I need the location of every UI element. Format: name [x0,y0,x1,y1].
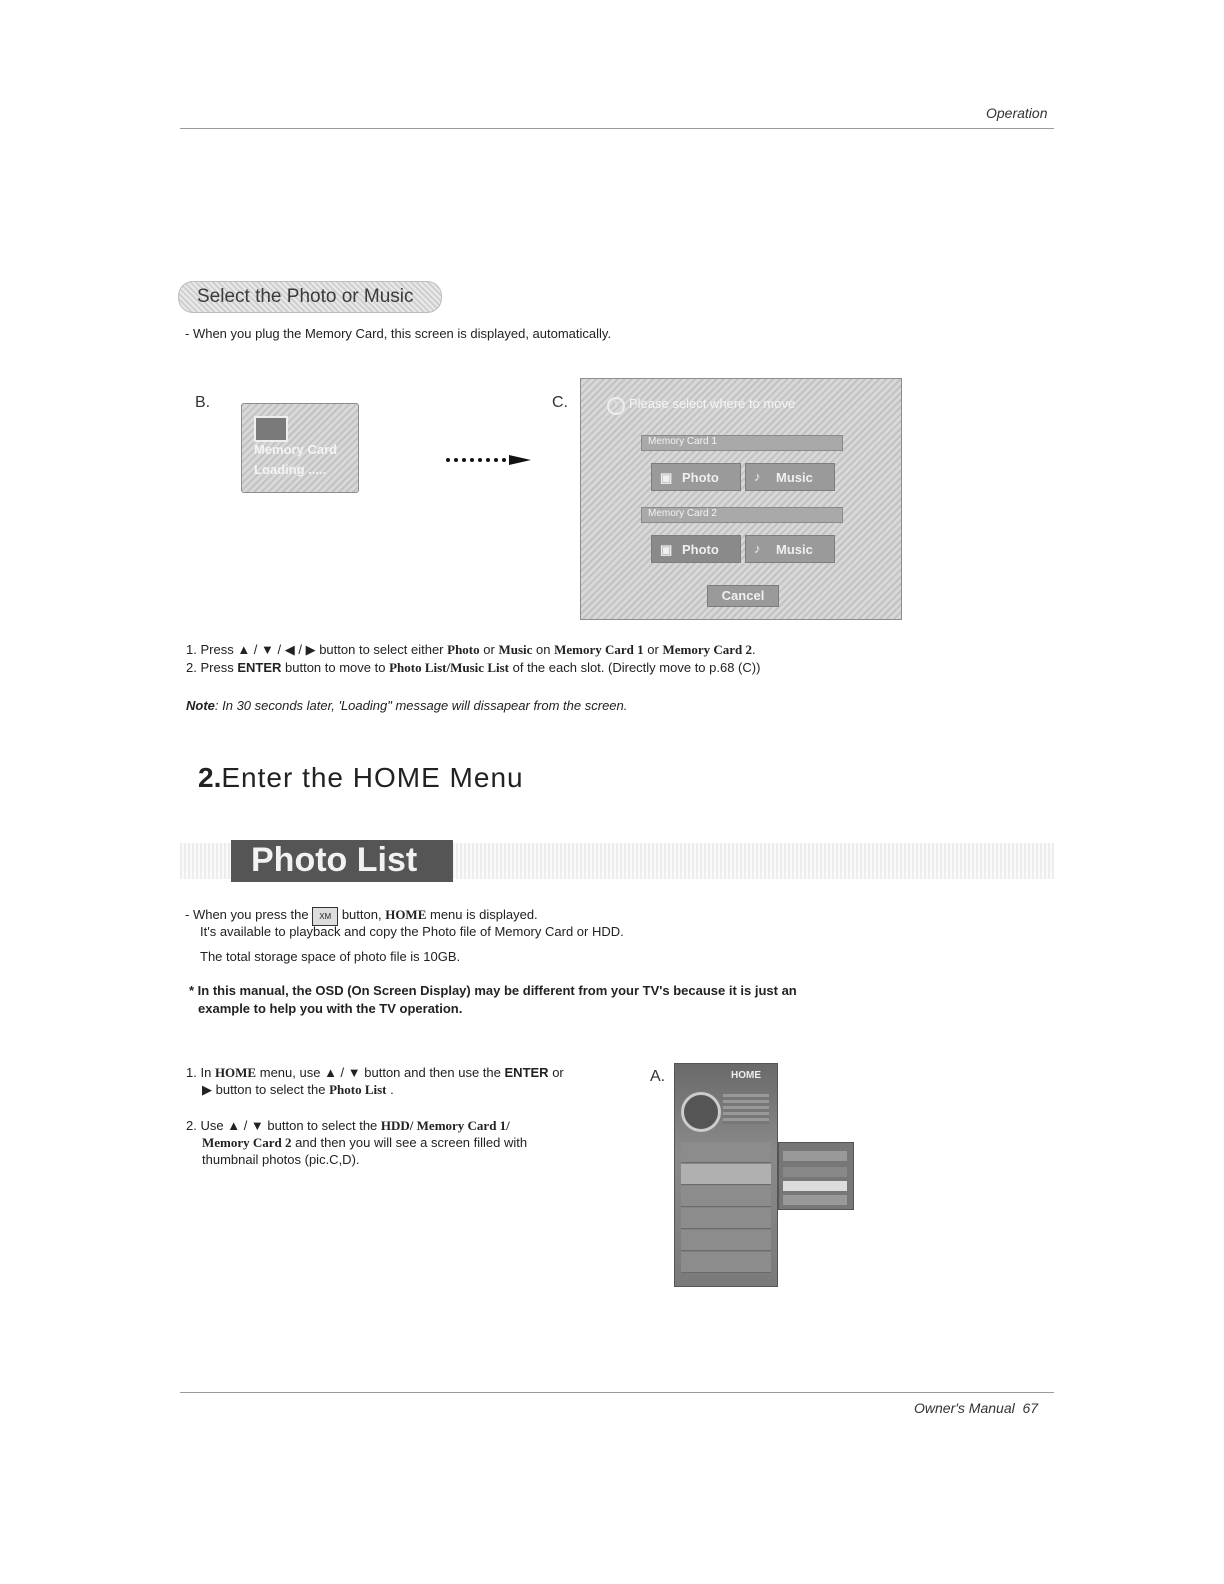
card1-music-button[interactable]: ♪ Music [745,463,835,491]
music-note-icon: ♪ [754,541,761,556]
disclaimer-1: * In this manual, the OSD (On Screen Display) may be different from your TV's because it is just an [189,983,797,998]
loading-line2: Loading ..... [254,462,327,477]
fig-a-label: A. [650,1068,666,1085]
select-heading: Select the Photo or Music [197,286,414,307]
select-step-2: 2. Press ENTER button to move to Photo List/Music List of the each slot. (Directly move to p.68 (C)) [186,660,761,675]
footer-rule [180,1392,1054,1393]
home-step-1b: ▶ button to select the Photo List . [202,1082,394,1097]
home-intro-1: - When you press the XM button, HOME menu is displayed. [185,906,538,926]
photo-list-banner: Photo List [231,840,453,882]
home-step-2c: thumbnail photos (pic.C,D). [202,1152,360,1167]
menu-info-block [723,1094,769,1124]
home-menu-title: HOME [731,1070,761,1081]
submenu-row[interactable] [783,1151,847,1161]
home-menu-osd [674,1063,778,1287]
xm-button-icon: XM [312,907,338,926]
select-intro: - When you plug the Memory Card, this screen is displayed, automatically. [185,326,612,341]
select-heading-pill [178,281,442,313]
destination-prompt: Please select where to move [629,396,796,411]
photo-icon: ▣ [660,542,673,557]
menu-row-photo-list[interactable] [681,1164,771,1185]
home-section-heading: 2.Enter the HOME Menu [198,762,524,793]
submenu-row-selected[interactable] [783,1181,847,1191]
arrow-right-icon [445,452,533,468]
select-step-1: 1. Press ▲ / ▼ / ◀ / ▶ button to select either Photo or Music on Memory Card 1 or Memory Card 2. [186,642,756,657]
card2-photo-button[interactable]: ▣ Photo [651,535,741,563]
fig-c-label: C. [552,394,568,411]
menu-row[interactable] [681,1142,771,1163]
home-intro-2: It's available to playback and copy the Photo file of Memory Card or HDD. [200,924,624,939]
memory-card-1-slot: Memory Card 1 [641,435,843,451]
select-destination-osd [580,378,902,620]
section-title: Operation [986,105,1048,121]
card2-music-button[interactable]: ♪ Music [745,535,835,563]
home-step-2a: 2. Use ▲ / ▼ button to select the HDD/ Memory Card 1/ [186,1118,510,1133]
home-intro-3: The total storage space of photo file is 10GB. [200,949,461,964]
folder-icon [254,416,288,442]
loading-osd [241,403,359,493]
cancel-button[interactable]: Cancel [707,585,779,607]
menu-row[interactable] [681,1230,771,1251]
note: Note: In 30 seconds later, 'Loading" message will dissapear from the screen. [186,698,628,713]
header-rule [180,128,1054,129]
photo-icon: ▣ [660,470,673,485]
memory-card-2-slot: Memory Card 2 [641,507,843,523]
home-submenu-osd [778,1142,854,1210]
fig-b-label: B. [195,394,211,411]
music-note-icon: ♪ [754,469,761,484]
menu-row[interactable] [681,1208,771,1229]
tv-dial-icon [681,1092,721,1132]
disclaimer-2: example to help you with the TV operation. [198,1001,463,1016]
home-step-2b: Memory Card 2 and then you will see a screen filled with [202,1135,528,1150]
submenu-row[interactable] [783,1195,847,1205]
footer: Owner's Manual 67 [914,1400,1039,1416]
menu-row[interactable] [681,1186,771,1207]
card1-photo-button[interactable]: ▣ Photo [651,463,741,491]
home-step-1a: 1. In HOME menu, use ▲ / ▼ button and then use the ENTER or [186,1065,564,1080]
loading-line1: Memory Card [254,442,338,457]
submenu-row[interactable] [783,1167,847,1177]
menu-row[interactable] [681,1252,771,1273]
info-icon: ! [607,397,625,415]
